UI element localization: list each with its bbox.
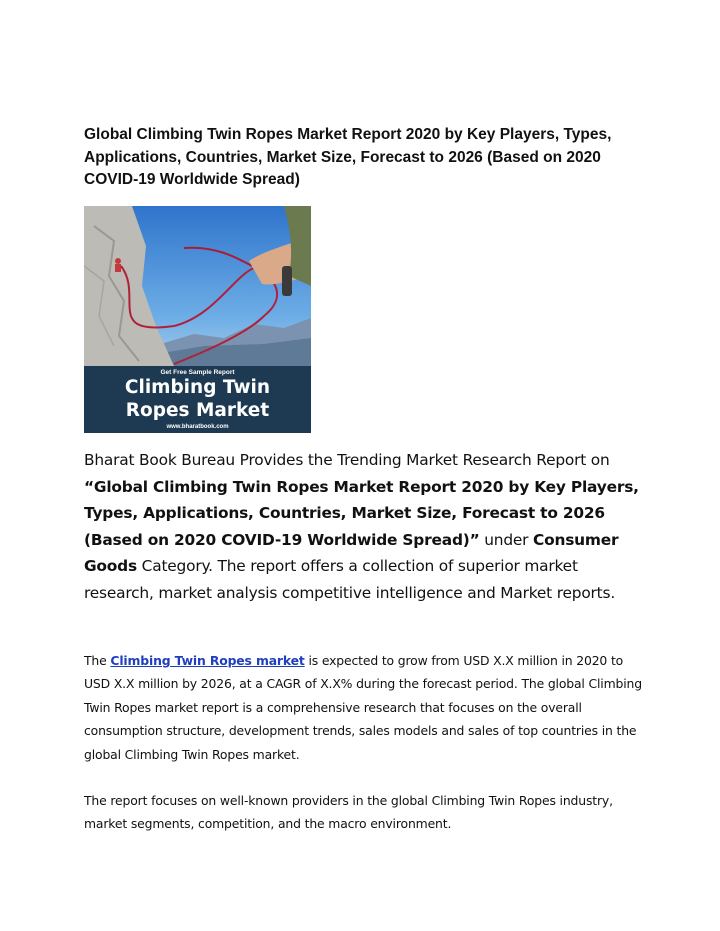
providers-paragraph: The report focuses on well-known providers in the global Climbing Twin Ropes industry, market segments, competition, and the macro environment. [84, 793, 613, 832]
market-link[interactable]: Climbing Twin Ropes market [110, 653, 305, 668]
sample-report-badge: Get Free Sample Report [160, 369, 235, 376]
climber-figure [115, 258, 121, 264]
intro-category: Consumer Goods [84, 530, 619, 575]
cover-website: www.bharatbook.com [166, 424, 229, 430]
cover-heading-line2: Ropes Market [125, 400, 270, 421]
intro-report-name: “Global Climbing Twin Ropes Market Report 2020 by Key Players, Types, Applications, Countries, Market Size, Forecast to 2026 (Based on 2020 COVID-19 Worldwide Spread)” [84, 477, 639, 549]
report-title: Global Climbing Twin Ropes Market Report 2020 by Key Players, Types, Applications, Countries, Market Size, Forecast to 2026 (Based on 2020 COVID-19 Worldwide Spread) [84, 126, 612, 188]
intro-paragraph [84, 447, 644, 606]
intro-under: under [479, 530, 533, 549]
cover-heading-line1: Climbing Twin [124, 377, 271, 398]
market-paragraph-text: is expected to grow from USD X.X million in 2020 to USD X.X million by 2026, at a CAGR of X.X% during the forecast period. The global Climbing Twin Ropes market report is a comprehensive research that focuses on the overall consumption structure, development trends, sales models and sales of top countries in the global Climbing Twin Ropes market. [84, 653, 642, 762]
intro-lead: Bharat Book Bureau Provides the Trending Market Research Report on [84, 451, 610, 469]
intro-rest: Category. The report offers a collection of superior market research, market analysis competitive intelligence and Market reports. [84, 557, 616, 602]
market-paragraph-prefix: The [84, 653, 111, 668]
market-paragraph [84, 649, 644, 766]
cover-image [84, 206, 311, 433]
cover-illustration [84, 206, 311, 433]
